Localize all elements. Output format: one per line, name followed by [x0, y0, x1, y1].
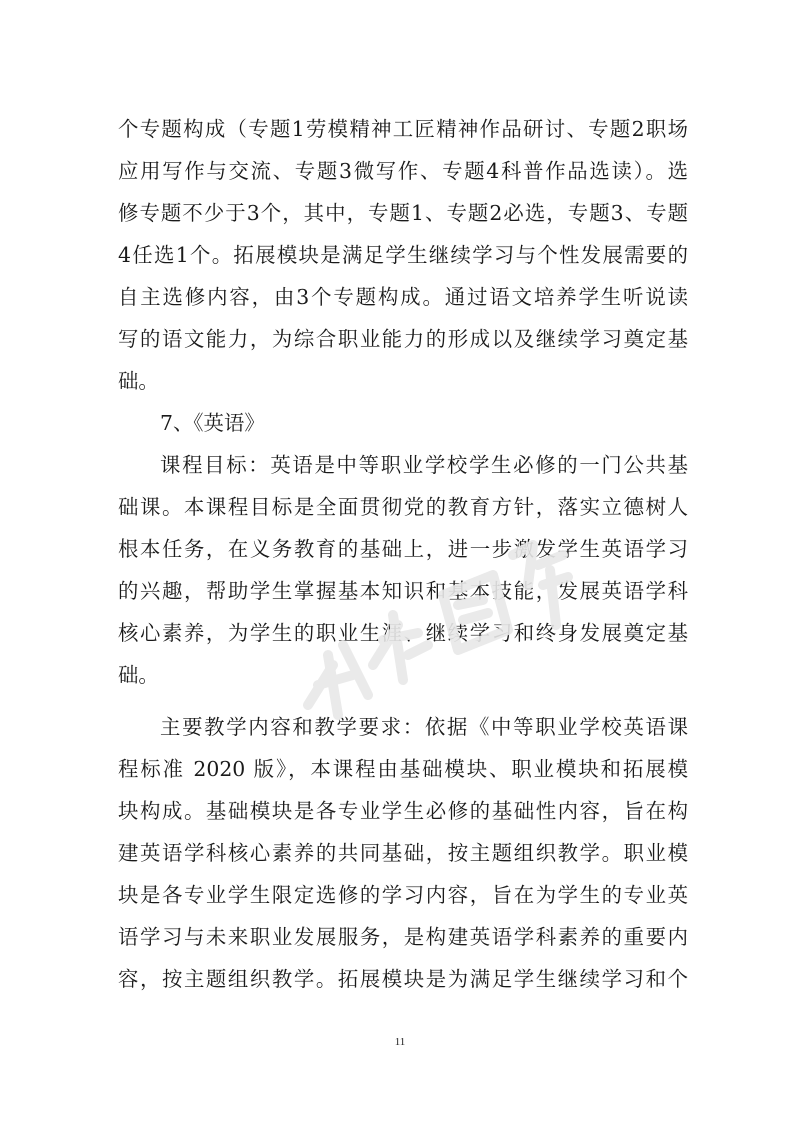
text-line: 4任选1个。拓展模块是满足学生继续学习与个性发展需要的: [118, 243, 688, 267]
text-line: 块是各专业学生限定选修的学习内容，旨在为学生的专业英: [118, 883, 688, 907]
section-heading: 7、《英语》: [160, 411, 265, 435]
text-line: 个专题构成（专题1劳模精神工匠精神作品研讨、专题2职场: [118, 117, 688, 141]
text-line: 课程目标：英语是中等职业学校学生必修的一门公共基: [160, 453, 688, 477]
text-line: 主要教学内容和教学要求：依据《中等职业学校英语课: [160, 715, 688, 739]
text-line: 自主选修内容，由3个专题构成。通过语文培养学生听说读: [118, 285, 688, 309]
text-line: 应用写作与交流、专题3微写作、专题4科普作品选读）。选: [118, 159, 688, 183]
text-line: 的兴趣，帮助学生掌握基本知识和基本技能，发展英语学科: [118, 579, 688, 603]
text-line: 块构成。基础模块是各专业学生必修的基础性内容，旨在构: [118, 799, 688, 823]
text-line: 程标准 2020 版》，本课程由基础模块、职业模块和拓展模: [118, 757, 688, 781]
text-line: 核心素养，为学生的职业生涯、继续学习和终身发展奠定基: [118, 621, 688, 645]
text-line: 建英语学科核心素养的共同基础，按主题组织教学。职业模: [118, 841, 688, 865]
text-line: 础。: [118, 369, 159, 393]
page-number: 11: [394, 1036, 406, 1048]
text-line: 础课。本课程目标是全面贯彻党的教育方针，落实立德树人: [118, 495, 688, 519]
text-line: 础。: [118, 663, 159, 687]
text-line: 写的语文能力，为综合职业能力的形成以及继续学习奠定基: [118, 327, 688, 351]
text-line: 容，按主题组织教学。拓展模块是为满足学生继续学习和个: [118, 967, 688, 991]
text-line: 修专题不少于3个，其中，专题1、专题2必选，专题3、专题: [118, 201, 688, 225]
text-line: 语学习与未来职业发展服务，是构建英语学科素养的重要内: [118, 925, 688, 949]
text-line: 根本任务，在义务教育的基础上，进一步激发学生英语学习: [118, 537, 688, 561]
